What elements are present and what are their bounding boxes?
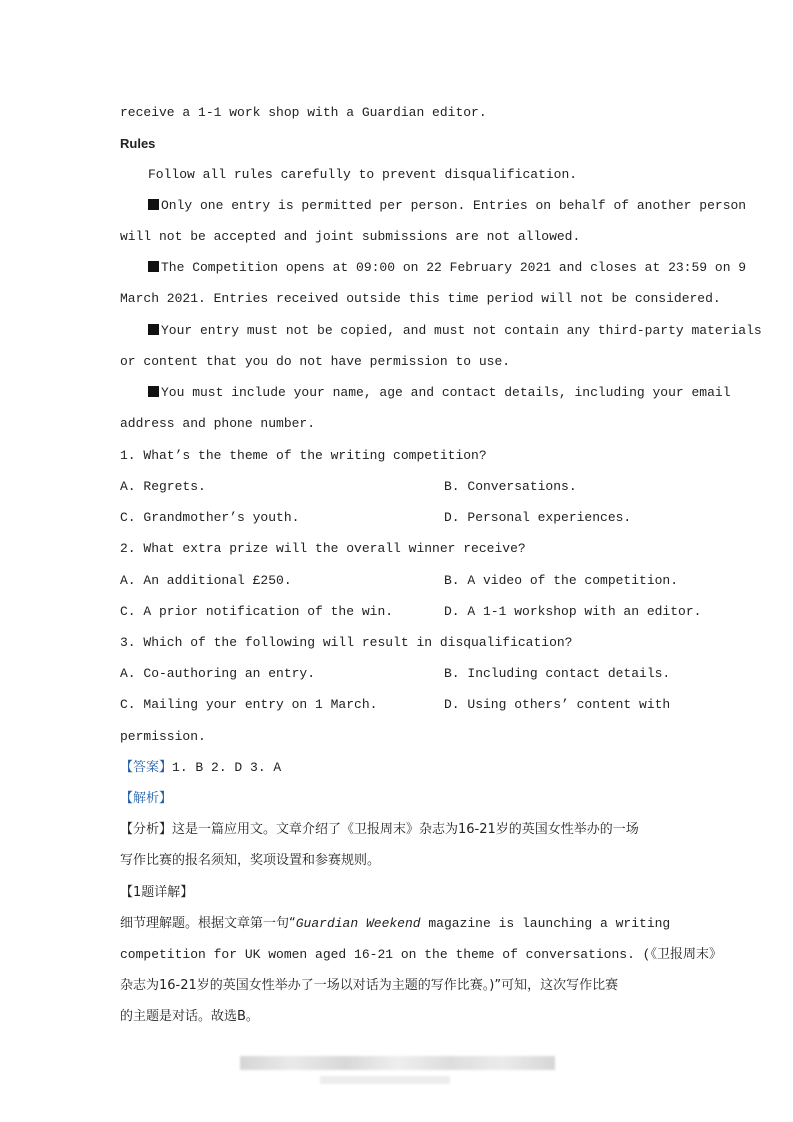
detail-heading: 【1题详解】 bbox=[120, 885, 194, 900]
question-2-option-a: A. An additional £250. bbox=[120, 573, 292, 588]
question-2-option-c: C. A prior notification of the win. bbox=[120, 604, 394, 619]
blurred-footer-watermark bbox=[240, 1056, 555, 1070]
detail-line-4: 的主题是对话。故选B。 bbox=[120, 1009, 259, 1024]
question-2-option-b: B. A video of the competition. bbox=[444, 573, 679, 588]
rule-2-line-1: The Competition opens at 09:00 on 22 February 2021 and closes at 23:59 on 9 bbox=[148, 259, 678, 277]
analysis-summary-line-2: 写作比赛的报名须知，奖项设置和参赛规则。 bbox=[120, 853, 381, 868]
question-1-stem: 1. What’s the theme of the writing competition? bbox=[120, 448, 487, 463]
detail-line-1: 细节理解题。根据文章第一句“Guardian Weekend magazine is launching a writing bbox=[120, 916, 671, 931]
blurred-footer-watermark-2 bbox=[320, 1076, 450, 1084]
analysis-tag: 【解析】 bbox=[120, 791, 173, 806]
rule-4-line-2: address and phone number. bbox=[120, 416, 316, 431]
bullet-square-icon bbox=[148, 323, 161, 338]
fenxi-tag: 【分析】 bbox=[120, 822, 173, 837]
rule-3-line-1: Your entry must not be copied, and must not contain any third-party materials bbox=[148, 322, 678, 340]
rules-intro: Follow all rules carefully to prevent disqualification. bbox=[148, 167, 578, 182]
question-3-option-c: C. Mailing your entry on 1 March. bbox=[120, 697, 378, 712]
question-2-option-d: D. A 1-1 workshop with an editor. bbox=[444, 604, 702, 619]
question-1-option-d: D. Personal experiences. bbox=[444, 510, 632, 525]
answer-text: 1. B 2. D 3. A bbox=[172, 760, 282, 775]
question-1-option-c: C. Grandmother’s youth. bbox=[120, 510, 300, 525]
question-1-option-a: A. Regrets. bbox=[120, 479, 206, 494]
detail-line-2: competition for UK women aged 16-21 on the theme of conversations. (《卫报周末》 bbox=[120, 947, 722, 962]
question-2-stem: 2. What extra prize will the overall winner receive? bbox=[120, 541, 526, 556]
rule-4-line-1: You must include your name, age and contact details, including your email bbox=[148, 384, 678, 402]
question-1-option-b: B. Conversations. bbox=[444, 479, 577, 494]
answer-line bbox=[120, 759, 680, 777]
rule-2-line-2: March 2021. Entries received outside this time period will not be considered. bbox=[120, 291, 721, 306]
bullet-square-icon bbox=[148, 198, 161, 213]
question-3-option-d-continued: permission. bbox=[120, 729, 206, 744]
analysis-summary-line-1: 【分析】这是一篇应用文。文章介绍了《卫报周末》杂志为16-21岁的英国女性举办的一场 bbox=[120, 822, 639, 837]
bullet-square-icon bbox=[148, 385, 161, 400]
detail-line-3: 杂志为16-21岁的英国女性举办了一场以对话为主题的写作比赛。)”可知，这次写作比赛 bbox=[120, 978, 619, 993]
bullet-square-icon bbox=[148, 260, 161, 275]
rule-3-line-2: or content that you do not have permission to use. bbox=[120, 354, 511, 369]
passage-line: receive a 1-1 work shop with a Guardian editor. bbox=[120, 105, 487, 120]
rule-1-line-2: will not be accepted and joint submissions are not allowed. bbox=[120, 229, 581, 244]
rule-1-line-1: Only one entry is permitted per person. Entries on behalf of another person bbox=[148, 197, 678, 215]
question-3-option-b: B. Including contact details. bbox=[444, 666, 671, 681]
magazine-title: Guardian Weekend bbox=[295, 916, 421, 931]
question-3-option-d: D. Using others’ content with bbox=[444, 697, 671, 712]
question-3-option-a: A. Co-authoring an entry. bbox=[120, 666, 316, 681]
rules-heading: Rules bbox=[120, 136, 156, 151]
question-3-stem: 3. Which of the following will result in disqualification? bbox=[120, 635, 573, 650]
answer-tag: 【答案】 bbox=[120, 760, 173, 775]
